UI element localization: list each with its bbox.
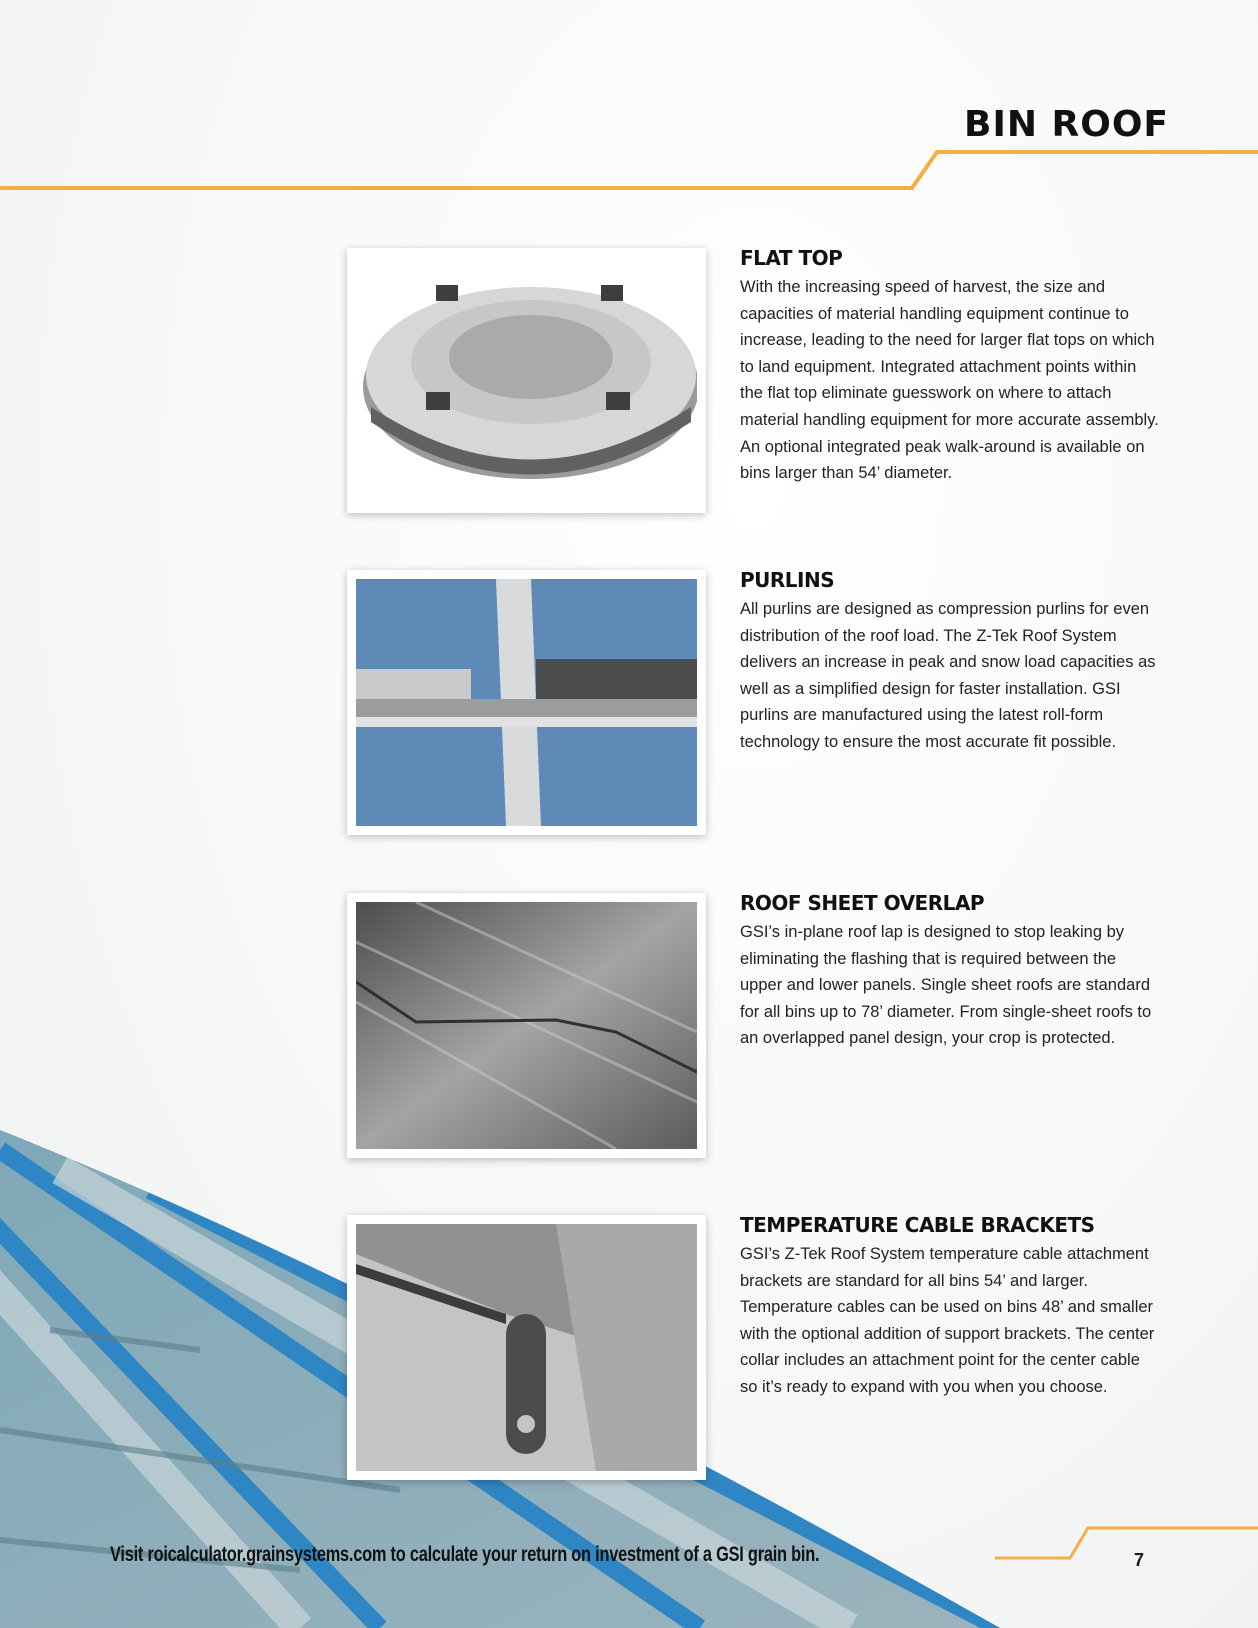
section-purlins	[740, 568, 1160, 756]
section-heading: PURLINS	[740, 568, 835, 592]
page-number: 7	[1134, 1550, 1145, 1570]
section-heading: TEMPERATURE CABLE BRACKETS	[740, 1213, 1095, 1237]
flat-top-image	[347, 248, 706, 513]
section-body: All purlins are designed as compression purlins for even distribution of the roof load. The Z-Tek Roof System delivers an increase in peak and snow load capacities as well as a simplified design for faster installation. GSI purlins are manufactured using the latest roll-form technology to ensure the most accurate fit possible.	[740, 600, 1156, 751]
header-accent-line	[0, 0, 1258, 200]
footer-roi-link-text: Visit roicalculator.grainsystems.com to calculate your return on investment of a GSI grain bin.	[110, 1543, 820, 1566]
temperature-cable-bracket-image	[347, 1215, 706, 1480]
roof-sheet-overlap-image	[347, 893, 706, 1158]
section-body: GSI’s in-plane roof lap is designed to stop leaking by eliminating the flashing that is required between the upper and lower panels. Single sheet roofs are standard for all bins up to 78’ diameter. From single-sheet roofs to an overlapped panel design, your crop is protected.	[740, 923, 1152, 1048]
section-heading: ROOF SHEET OVERLAP	[740, 891, 984, 915]
purlins-image	[347, 570, 706, 835]
section-body: GSI’s Z-Tek Roof System temperature cable attachment brackets are standard for all bins 54’ and larger. Temperature cables can be used on bins 48’ and smaller with the optional addition of support brackets. The center collar includes an attachment point for the center cable so it’s ready to expand with you when you choose.	[740, 1245, 1155, 1396]
section-body: With the increasing speed of harvest, the size and capacities of material handling equipment continue to increase, leading to the need for larger flat tops on which to land equipment. Integrated attachment points within the flat top eliminate guesswork on where to attach material handling equipment for more accurate assembly. An optional integrated peak walk-around is available on bins larger than 54’ diameter.	[740, 278, 1159, 483]
section-flat-top	[740, 246, 1160, 487]
section-roof-sheet-overlap	[740, 891, 1160, 1052]
page-title: BIN ROOF	[964, 104, 1170, 145]
section-temperature-cable-brackets	[740, 1213, 1160, 1401]
section-heading: FLAT TOP	[740, 246, 843, 270]
